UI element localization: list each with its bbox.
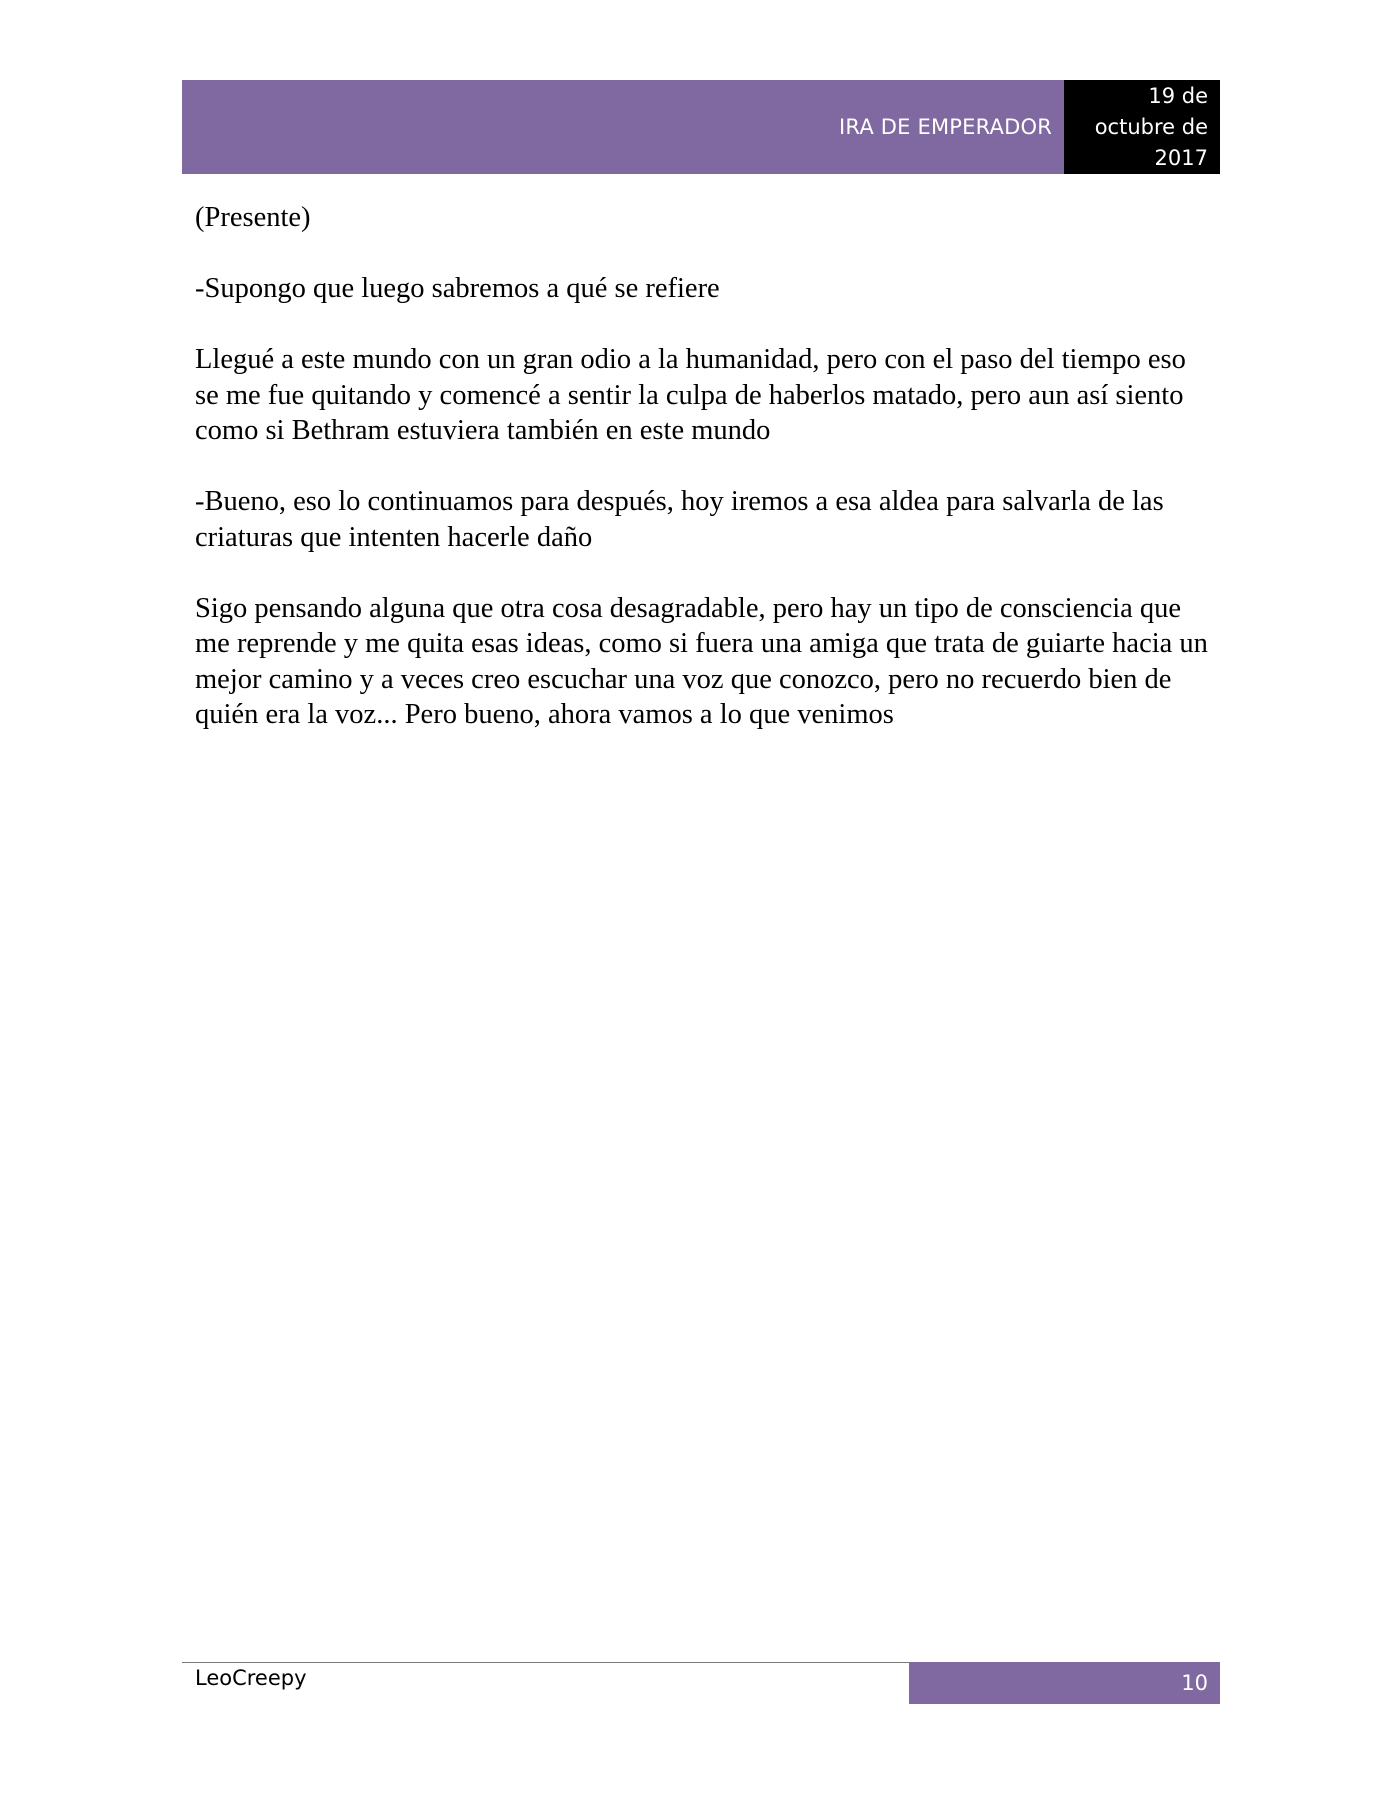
paragraph: Sigo pensando alguna que otra cosa desagradable, pero hay un tipo de consciencia que me reprende y me quita esas ideas, como si fuera una amiga que trata de guiarte hacia un mejor camino y a veces creo escuchar una voz que conozco, pero no recuerdo bien de quién era la voz... Pero bueno, ahora vamos a lo que venimos [195, 592, 1208, 730]
paragraph: -Supongo que luego sabremos a qué se refiere [195, 273, 720, 304]
document-body [195, 200, 1215, 768]
page-number: 10 [1181, 1671, 1208, 1695]
date-line-day: 19 de [1148, 83, 1208, 108]
paragraph: Llegué a este mundo con un gran odio a la humanidad, pero con el paso del tiempo eso se me fue quitando y comencé a sentir la culpa de haberlos matado, pero aun así siento como si Bethram estuviera también en este mundo [195, 344, 1186, 446]
header-date-box [1064, 80, 1220, 174]
page-number-box [909, 1662, 1220, 1704]
paragraph: -Bueno, eso lo continuamos para después, hoy iremos a esa aldea para salvarla de las criaturas que intenten hacerle daño [195, 486, 1164, 553]
paragraph: (Presente) [195, 202, 311, 233]
footer-divider [182, 1662, 909, 1663]
page-footer [182, 1662, 1220, 1704]
page-header [182, 80, 1220, 174]
footer-author: LeoCreepy [195, 1666, 307, 1690]
header-title-box [182, 80, 1064, 174]
date-line-month: octubre de [1094, 114, 1208, 139]
document-title: IRA DE EMPERADOR [838, 115, 1052, 139]
date-line-year: 2017 [1154, 145, 1208, 170]
